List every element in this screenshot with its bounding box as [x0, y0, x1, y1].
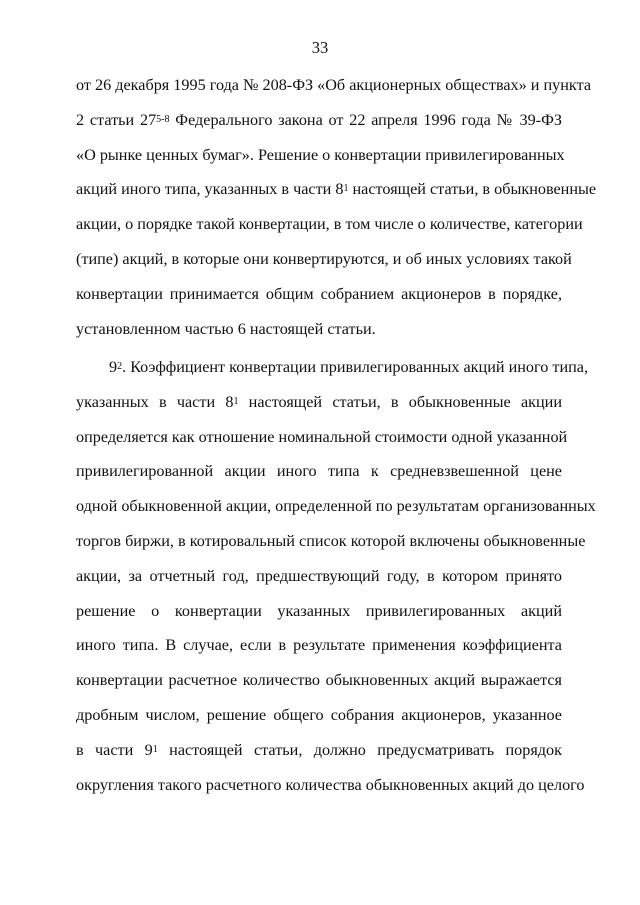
text-line: акций иного типа, указанных в части $8^1$ настоящей статьи, в обыкновенные [76, 180, 597, 199]
text-line: определяется как отношение номинальной стоимости одной указанной [76, 427, 568, 446]
text-line: привилегированной акции иного типа к средневзвешенной цене [76, 462, 562, 481]
paragraph-1 [76, 73, 597, 351]
text-line: одной обыкновенной акции, определенной по результатам организованных [76, 497, 596, 516]
text-line: акции, о порядке такой конвертации, в том числе о количестве, категории [76, 215, 583, 234]
text-line: $9^2$. Коэффициент конвертации привилегированных акций иного типа, [109, 358, 589, 376]
paragraph-2 [76, 355, 596, 807]
text-line: дробным числом, решение общего собрания акционеров, указанное [76, 705, 562, 724]
text-line: акции, за отчетный год, предшествующий году, в котором принято [76, 566, 562, 585]
text-line: установленном частью 6 настоящей статьи. [76, 319, 376, 338]
text-line: указанных в части $8^1$ настоящей статьи, в обыкновенные акции [76, 392, 563, 411]
text-line: иного типа. В случае, если в результате применения коэффициента [76, 636, 562, 655]
text-line: конвертации принимается общим собранием акционеров в порядке, [76, 284, 562, 303]
text-line: «О рынке ценных бумаг». Решение о конвертации привилегированных [76, 145, 565, 164]
superscript: 5-8 [156, 113, 170, 125]
text-line: от 26 декабря 1995 года № 208-ФЗ «Об акционерных обществах» и пункта [76, 76, 592, 94]
text-line: решение о конвертации указанных привилегированных акций [76, 601, 562, 620]
superscript: 1 [152, 743, 158, 755]
page-number: 33 [311, 38, 329, 57]
text-line: в части $9^1$ настоящей статьи, должно предусматривать порядок [76, 740, 562, 759]
text-line: 2 статьи 27$^{5-8}$ Федерального закона от 22 апреля 1996 года № 39-ФЗ [76, 110, 563, 129]
superscript: 1 [343, 183, 349, 195]
text-line: торгов биржи, в котировальный список которой включены обыкновенные [76, 531, 586, 550]
text-line: конвертации расчетное количество обыкновенных акций выражается [76, 671, 562, 690]
text-line: округления такого расчетного количества обыкновенных акций до целого [76, 775, 585, 794]
text-line: (типе) акций, в которые они конвертируются, и об иных условиях такой [76, 249, 572, 268]
superscript: 2 [117, 361, 123, 372]
superscript: 1 [233, 395, 239, 407]
